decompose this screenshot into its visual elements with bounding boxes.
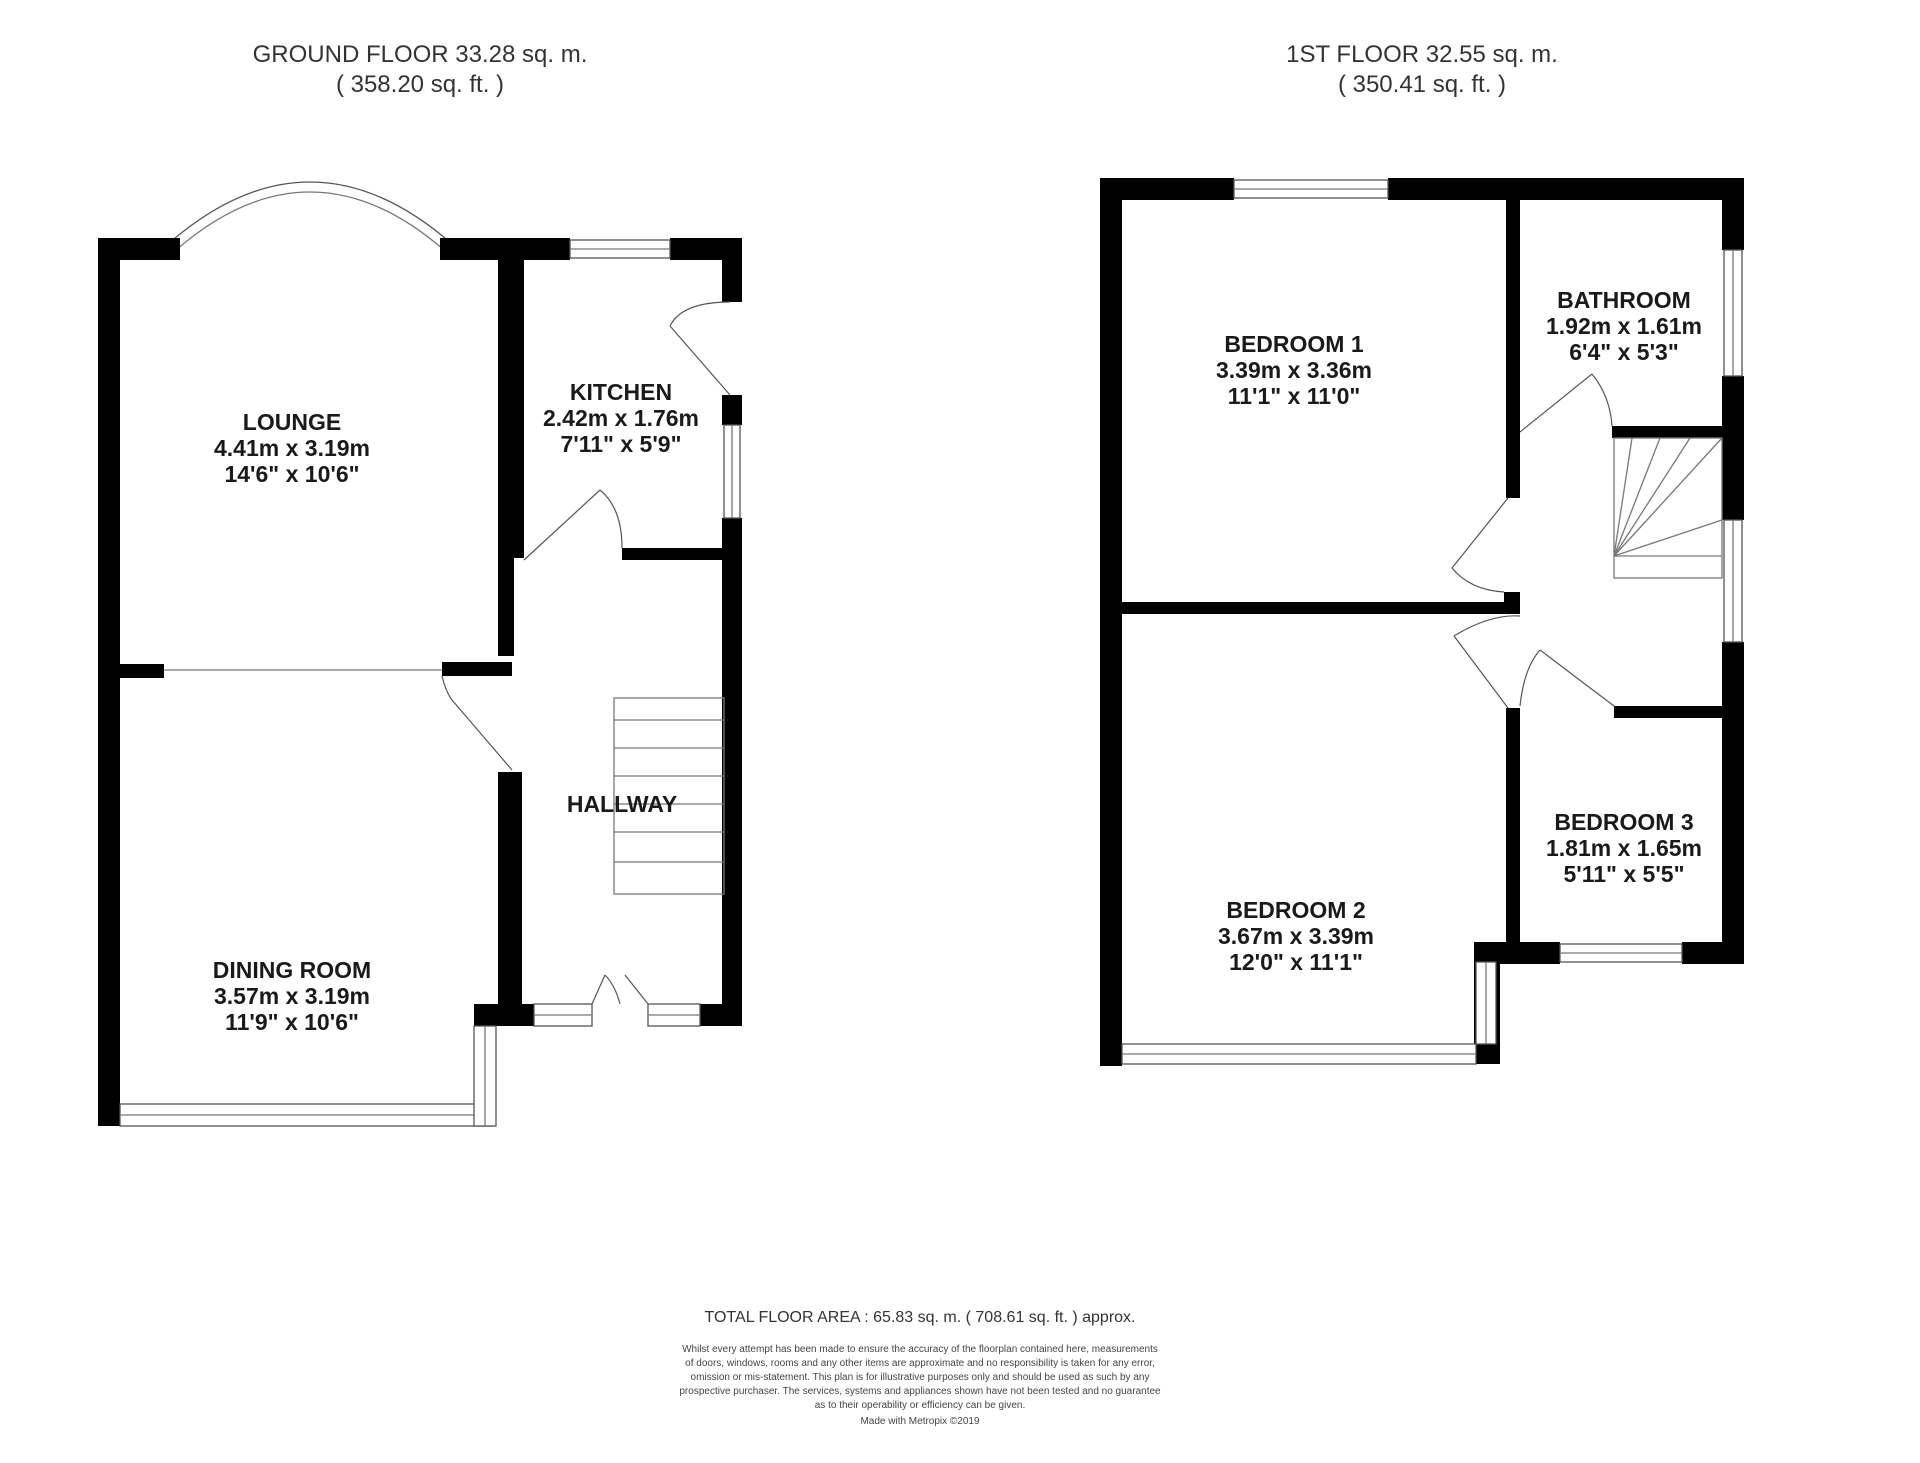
- bath-stair-wall: [1612, 426, 1724, 438]
- kitchen-imperial: 7'11" x 5'9": [560, 431, 682, 457]
- gf-left-wall: [98, 238, 120, 1126]
- ff-top-wall-left: [1100, 178, 1234, 200]
- gf-right-wall: [722, 518, 742, 1026]
- bedroom3-metric: 1.81m x 1.65m: [1545, 835, 1703, 861]
- bathroom-door: [1520, 374, 1612, 432]
- disclaimer-line-5: as to their operability or efficiency can be given.: [814, 1400, 1026, 1411]
- bedroom2-metric: 3.67m x 3.39m: [1217, 923, 1375, 949]
- lounge-kitchen-wall: [498, 258, 514, 656]
- bedroom3-imperial: 5'11" x 5'5": [1563, 861, 1685, 887]
- ground-floor-plan: [98, 182, 742, 1126]
- bathroom-metric: 1.92m x 1.61m: [1545, 313, 1703, 339]
- kitchen-inner-wall: [512, 258, 524, 558]
- bed3-landing-wall: [1614, 706, 1724, 718]
- bedroom2-imperial: 12'0" x 11'1": [1229, 949, 1363, 975]
- dining-room-metric: 3.57m x 3.19m: [213, 983, 371, 1009]
- front-door: [592, 975, 648, 1004]
- hallway-name: HALLWAY: [566, 791, 678, 817]
- ff-left-wall: [1100, 178, 1122, 1066]
- ff-bottom-wall-right: [1682, 942, 1744, 964]
- disclaimer-line-4: prospective purchaser. The services, systems and appliances shown have not been tested and no guarantee: [679, 1386, 1161, 1397]
- bed1-bed2-wall: [1120, 602, 1508, 614]
- dining-room-name: DINING ROOM: [212, 957, 372, 983]
- bedroom1-metric: 3.39m x 3.36m: [1215, 357, 1373, 383]
- total-floor-area: TOTAL FLOOR AREA : 65.83 sq. m. ( 708.61 sq. ft. ) approx.: [704, 1309, 1136, 1326]
- lounge-metric: 4.41m x 3.19m: [213, 435, 371, 461]
- kitchen-right-wall-top: [722, 238, 742, 302]
- bedroom3-door: [1520, 650, 1614, 706]
- ground-floor-title: GROUND FLOOR 33.28 sq. m.: [252, 41, 588, 68]
- ground-floor-subtitle: ( 358.20 sq. ft. ): [335, 71, 505, 98]
- metropix-credit: Made with Metropix ©2019: [860, 1416, 980, 1427]
- lounge-imperial: 14'6" x 10'6": [224, 461, 360, 487]
- lounge-bay-window: [168, 182, 452, 244]
- bed1-bath-wall: [1506, 198, 1520, 498]
- bedroom1-imperial: 11'1" x 11'0": [1227, 383, 1361, 409]
- first-floor-subtitle: ( 350.41 sq. ft. ): [1337, 71, 1507, 98]
- lounge-dining-wall-left: [118, 664, 164, 678]
- bathroom-name: BATHROOM: [1557, 287, 1691, 313]
- hall-left-wall-lower: [512, 772, 522, 1012]
- lounge-door: [442, 676, 512, 770]
- disclaimer-line-3: omission or mis-statement. This plan is for illustrative purposes only and should be used as such by any: [690, 1372, 1150, 1383]
- gf-top-wall-mid: [440, 238, 570, 260]
- ff-right-wall-mid: [1722, 376, 1744, 520]
- bedroom2-door: [1454, 616, 1520, 708]
- dining-room-imperial: 11'9" x 10'6": [225, 1009, 359, 1035]
- bathroom-imperial: 6'4" x 5'3": [1569, 339, 1679, 365]
- gf-bottom-wall-right: [700, 1004, 742, 1026]
- dining-hall-wall: [498, 772, 512, 1012]
- bedroom3-name: BEDROOM 3: [1554, 809, 1694, 835]
- ff-top-wall-right: [1388, 178, 1744, 200]
- lounge-dining-wall-right: [442, 662, 512, 676]
- lounge-name: LOUNGE: [242, 409, 342, 435]
- kitchen-metric: 2.42m x 1.76m: [542, 405, 700, 431]
- kitchen-door: [524, 490, 622, 560]
- ff-stairs: [1614, 438, 1722, 578]
- bed2-bed3-wall: [1506, 708, 1520, 944]
- gf-top-wall-left: [98, 238, 180, 260]
- bedroom1-door: [1452, 498, 1508, 592]
- ff-right-wall-top: [1722, 178, 1744, 250]
- disclaimer-line-2: of doors, windows, rooms and any other items are approximate and no responsibility is taken for any error,: [685, 1358, 1155, 1369]
- first-floor-title: 1ST FLOOR 32.55 sq. m.: [1286, 41, 1558, 68]
- disclaimer-line-1: Whilst every attempt has been made to ensure the accuracy of the floorplan contained here, measurements: [682, 1344, 1158, 1355]
- bedroom1-name: BEDROOM 1: [1224, 331, 1364, 357]
- kitchen-right-wall-jamb: [722, 395, 742, 425]
- bedroom2-name: BEDROOM 2: [1226, 897, 1366, 923]
- bed1-wall-stub: [1504, 592, 1520, 614]
- kitchen-hall-wall: [622, 548, 722, 560]
- first-floor-plan: [1100, 178, 1744, 1066]
- ff-right-wall-low: [1722, 642, 1744, 962]
- kitchen-name: KITCHEN: [569, 379, 673, 405]
- kitchen-exterior-door: [670, 302, 730, 395]
